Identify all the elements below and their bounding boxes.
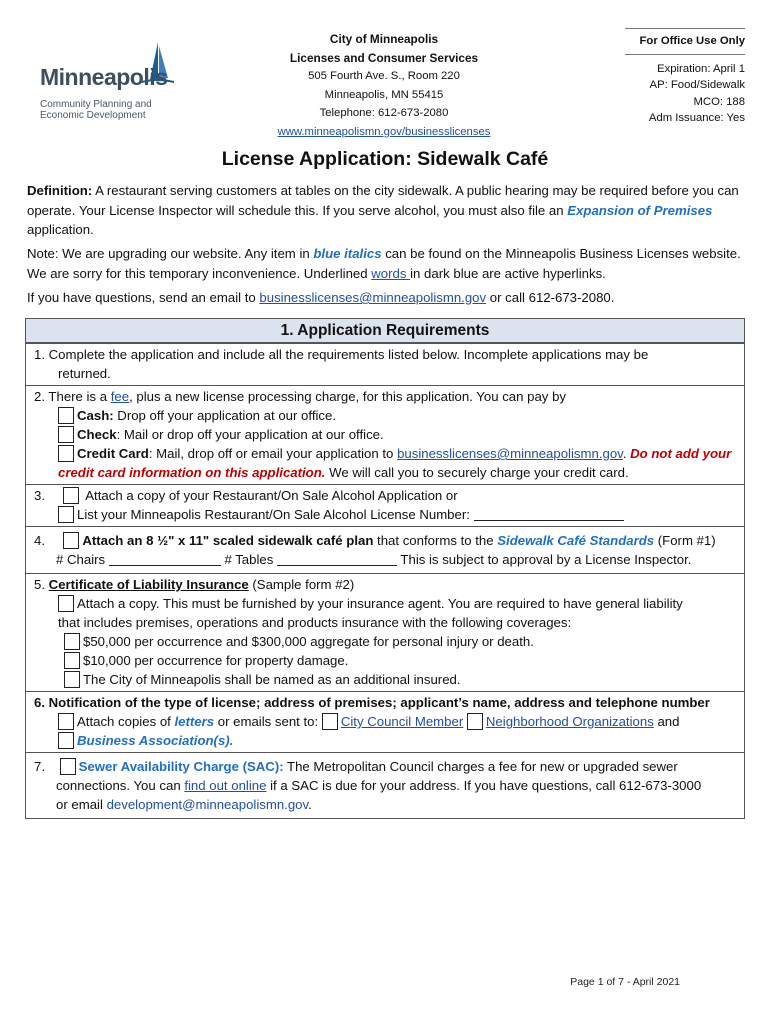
check-text: : Mail or drop off your application at our office. — [116, 427, 384, 442]
coverage-injury-checkbox[interactable] — [64, 633, 80, 650]
insurance-attach-checkbox[interactable] — [58, 595, 74, 612]
cash-text: Drop off your application at our office. — [113, 408, 337, 423]
chairs-label: # Chairs — [56, 552, 109, 567]
list-license-number-checkbox[interactable] — [58, 506, 74, 523]
note-text-c: in dark blue are active hyperlinks. — [410, 265, 606, 281]
check-checkbox[interactable] — [58, 426, 74, 443]
org-division: Licenses and Consumer Services — [289, 50, 479, 65]
requirement-5-sample: (Sample form #2) — [248, 577, 355, 592]
office-mco: MCO: 188 — [693, 95, 745, 108]
definition-text: A restaurant serving customers at tables on the city sidewalk. A public hearing may be required before you can operate. Your License Inspector will schedule this. If you serve alcohol, you must also file an — [27, 183, 739, 218]
requirement-1-text-b: returned. — [58, 366, 111, 381]
org-address2: Minneapolis, MN 55415 — [324, 88, 444, 101]
requirement-3-number: 3. — [34, 488, 45, 503]
chairs-field[interactable] — [109, 553, 221, 566]
credit-card-checkbox[interactable] — [58, 445, 74, 462]
business-association-ref: Business Association(s). — [77, 733, 234, 748]
requirement-4-end: (Form #1) — [654, 533, 716, 548]
credit-card-email-link[interactable]: businesslicenses@minneapolismn.gov — [397, 446, 623, 461]
cafe-plan-checkbox[interactable] — [63, 532, 79, 549]
requirement-2 — [26, 385, 744, 484]
requirement-7-text: The Metropolitan Council charges a fee for new or upgraded sewer — [283, 759, 678, 774]
expansion-of-premises-ref: Expansion of Premises — [567, 202, 713, 218]
note-paragraph — [27, 244, 747, 283]
credit-card-text: : Mail, drop off or email your application to — [148, 446, 398, 461]
business-association-checkbox[interactable] — [58, 732, 74, 749]
requirement-1 — [26, 343, 744, 385]
development-email[interactable]: development@minneapolismn.gov — [106, 797, 309, 812]
additional-insured-text: The City of Minneapolis shall be named as an additional insured. — [83, 672, 461, 687]
questions-paragraph — [27, 288, 747, 308]
note-text-a: Note: We are upgrading our website. Any item in — [27, 246, 314, 261]
requirement-6-and: and — [653, 714, 680, 729]
logo-name: Minneapolis — [40, 64, 168, 90]
requirement-6-heading: 6. Notification of the type of license; address of premises; applicant’s name, address and telephone number — [34, 695, 710, 710]
logo-subtitle-line1: Community Planning and — [40, 99, 152, 110]
requirement-6 — [26, 691, 744, 752]
tables-field[interactable] — [277, 553, 397, 566]
requirement-7 — [26, 752, 744, 818]
requirement-7-text-c: if a SAC is due for your address. If you have questions, call 612-673-3000 — [266, 778, 702, 793]
coverage-property-checkbox[interactable] — [64, 652, 80, 669]
questions-text-b: or call 612-673-2080. — [486, 290, 615, 305]
requirement-7-text-d: or email — [56, 797, 107, 812]
requirement-5-text-b: that includes premises, operations and products insurance with the following coverages: — [58, 615, 572, 630]
additional-insured-checkbox[interactable] — [64, 671, 80, 688]
org-header — [264, 30, 504, 141]
requirement-4-number: 4. — [34, 533, 45, 548]
neighborhood-org-checkbox[interactable] — [467, 713, 483, 730]
logo-subtitle-line2: Economic Development — [40, 110, 146, 121]
org-website-link[interactable]: www.minneapolismn.gov/businesslicenses — [277, 125, 491, 138]
requirement-7-text-b: connections. You can — [56, 778, 185, 793]
office-ap: AP: Food/Sidewalk — [649, 79, 745, 91]
requirement-3-text: Attach a copy of your Restaurant/On Sale Alcohol Application or — [82, 488, 458, 503]
org-address1: 505 Fourth Ave. S., Room 220 — [308, 70, 460, 82]
office-use-heading: For Office Use Only — [625, 28, 745, 55]
definition-label: Definition: — [27, 183, 93, 198]
check-label: Check — [77, 427, 117, 442]
find-out-online-link[interactable]: find out online — [184, 778, 267, 793]
credit-card-end: We will call you to securely charge your credit card. — [325, 465, 629, 480]
requirement-7-number: 7. — [34, 759, 45, 774]
org-phone: Telephone: 612-673-2080 — [319, 107, 449, 119]
definition-paragraph — [27, 181, 747, 240]
requirement-6-mid: or emails sent to: — [214, 714, 322, 729]
attach-alcohol-app-checkbox[interactable] — [63, 487, 79, 504]
license-number-field[interactable] — [474, 508, 624, 521]
office-use-box — [625, 28, 745, 127]
org-name: City of Minneapolis — [329, 32, 439, 46]
sac-checkbox[interactable] — [60, 758, 76, 775]
office-expiration: Expiration: April 1 — [657, 62, 745, 75]
requirement-2-text: 2. There is a — [34, 389, 111, 404]
cash-checkbox[interactable] — [58, 407, 74, 424]
requirement-3-text-b: List your Minneapolis Restaurant/On Sale Alcohol License Number: — [77, 507, 474, 522]
requirement-4-bold: Attach an 8 ½" x 11" scaled sidewalk café plan — [82, 533, 374, 548]
requirement-5 — [26, 573, 744, 691]
requirement-4 — [26, 526, 744, 573]
credit-card-dot: . — [622, 446, 631, 461]
note-text-b: can be found on the Minneapolis Business Licenses website. We are sorry for this temporary inconvenience. Underlined — [27, 246, 741, 281]
requirement-4-note: This is subject to approval by a License Inspector. — [397, 552, 692, 567]
questions-email-link[interactable]: businesslicenses@minneapolismn.gov — [259, 290, 487, 305]
city-logo — [38, 38, 178, 128]
requirement-7-end: . — [308, 797, 312, 812]
page-footer: Page 1 of 7 - April 2021 — [570, 976, 680, 988]
logo-subtitle — [40, 99, 152, 121]
requirement-5-bold: Certificate of Liability Insurance — [48, 577, 249, 592]
office-adm: Adm Issuance: Yes — [648, 112, 745, 124]
tables-label: # Tables — [220, 552, 277, 567]
cash-label: Cash: — [77, 408, 114, 423]
credit-card-label: Credit Card — [77, 446, 149, 461]
questions-text-a: If you have questions, send an email to — [27, 290, 260, 305]
requirement-1-text: 1. Complete the application and include all the requirements listed below. Incomplete applications may be — [34, 347, 649, 362]
notification-letters-checkbox[interactable] — [58, 713, 74, 730]
requirement-3 — [26, 484, 744, 526]
requirement-5-number: 5. — [34, 577, 49, 592]
requirements-table — [25, 318, 745, 819]
council-member-checkbox[interactable] — [322, 713, 338, 730]
note-blue-italics: blue italics — [313, 246, 382, 261]
sidewalk-cafe-standards-ref: Sidewalk Café Standards — [497, 533, 655, 548]
requirement-6-text: Attach copies of — [77, 714, 175, 729]
page-title: License Application: Sidewalk Café — [221, 148, 549, 170]
letters-ref: letters — [174, 714, 215, 729]
note-words-link[interactable]: words — [371, 265, 411, 281]
city-council-member-link[interactable]: City Council Member — [340, 714, 464, 729]
requirement-2-text-b: , plus a new license processing charge, for this application. You can pay by — [129, 389, 566, 404]
credit-card-warning: Do not add your credit card information on this application. — [58, 446, 732, 480]
requirements-heading: 1. Application Requirements — [26, 319, 744, 343]
requirement-5-text: Attach a copy. This must be furnished by your insurance agent. You are required to have general liability — [77, 596, 683, 611]
sac-ref: Sewer Availability Charge (SAC): — [78, 759, 284, 774]
coverage-property-text: $10,000 per occurrence for property damage. — [83, 653, 349, 668]
fee-link[interactable]: fee — [110, 389, 130, 404]
neighborhood-organizations-link[interactable]: Neighborhood Organizations — [485, 714, 654, 729]
requirement-4-text: that conforms to the — [373, 533, 498, 548]
coverage-injury-text: $50,000 per occurrence and $300,000 aggregate for personal injury or death. — [83, 634, 534, 649]
definition-end: application. — [27, 222, 94, 237]
